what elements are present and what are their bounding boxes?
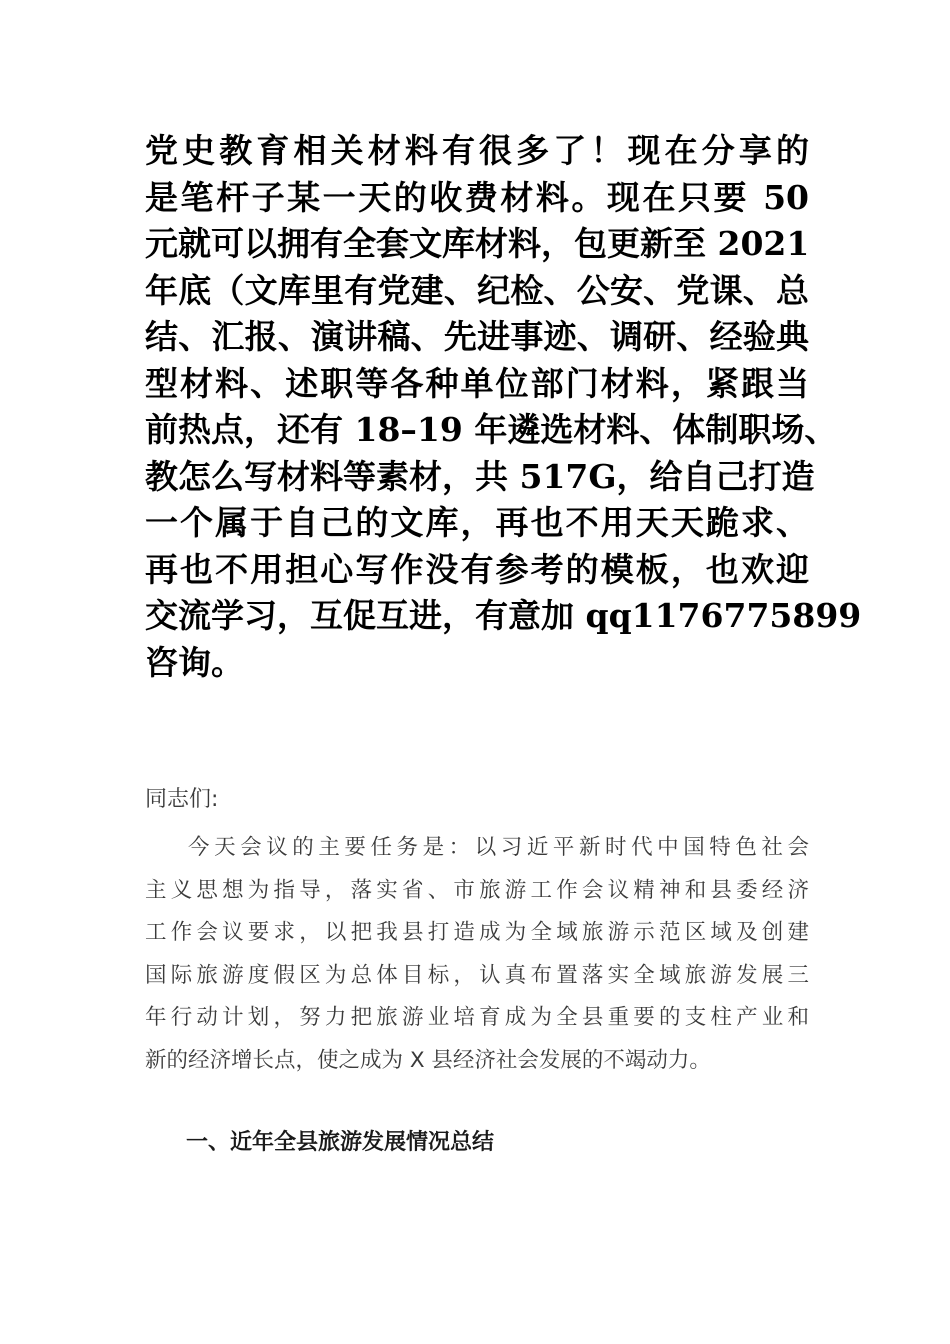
promo-notice — [145, 128, 862, 686]
promo-line: 一个属于自己的文库，再也不用天天跪求、 — [145, 503, 809, 542]
promo-line: 教怎么写材料等素材，共 517G，给自己打造 — [145, 456, 815, 496]
paragraph-line: 国际旅游度假区为总体目标，认真布置落实全域旅游发展三 — [145, 962, 809, 988]
section-heading: 一、近年全县旅游发展情况总结 — [186, 1130, 495, 1155]
promo-line: 党史教育相关材料有很多了！现在分享的 — [145, 131, 809, 170]
paragraph-line: 工作会议要求，以把我县打造成为全域旅游示范区域及创建 — [145, 920, 809, 945]
greeting: 同志们: — [145, 787, 219, 812]
promo-line: 前热点，还有 18–19 年遴选材料、体制职场、 — [145, 410, 838, 449]
promo-line: 交流学习，互促互进，有意加 qq1176775899 — [145, 596, 862, 635]
promo-line: 年底（文库里有党建、纪检、公安、党课、总 — [145, 270, 809, 310]
paragraph-line: 年行动计划，努力把旅游业培育成为全县重要的支柱产业和 — [145, 1005, 809, 1030]
promo-line: 结、汇报、演讲稿、先进事迹、调研、经验典 — [145, 317, 809, 356]
paragraph-line: 主义思想为指导，落实省、市旅游工作会议精神和县委经济 — [145, 877, 809, 903]
paragraph-line: 新的经济增长点，使之成为 X 县经济社会发展的不竭动力。 — [145, 1047, 711, 1073]
promo-line: 是笔杆子某一天的收费材料。现在只要 50 — [145, 177, 809, 217]
promo-line: 再也不用担心写作没有参考的模板，也欢迎 — [145, 549, 809, 589]
promo-line: 元就可以拥有全套文库材料，包更新至 2021 — [145, 224, 810, 263]
paragraph-line: 今天会议的主要任务是：以习近平新时代中国特色社会 — [188, 835, 809, 860]
intro-paragraph — [145, 827, 809, 1082]
promo-line: 型材料、述职等各种单位部门材料，紧跟当 — [145, 363, 809, 403]
promo-line: 咨询。 — [145, 642, 244, 682]
